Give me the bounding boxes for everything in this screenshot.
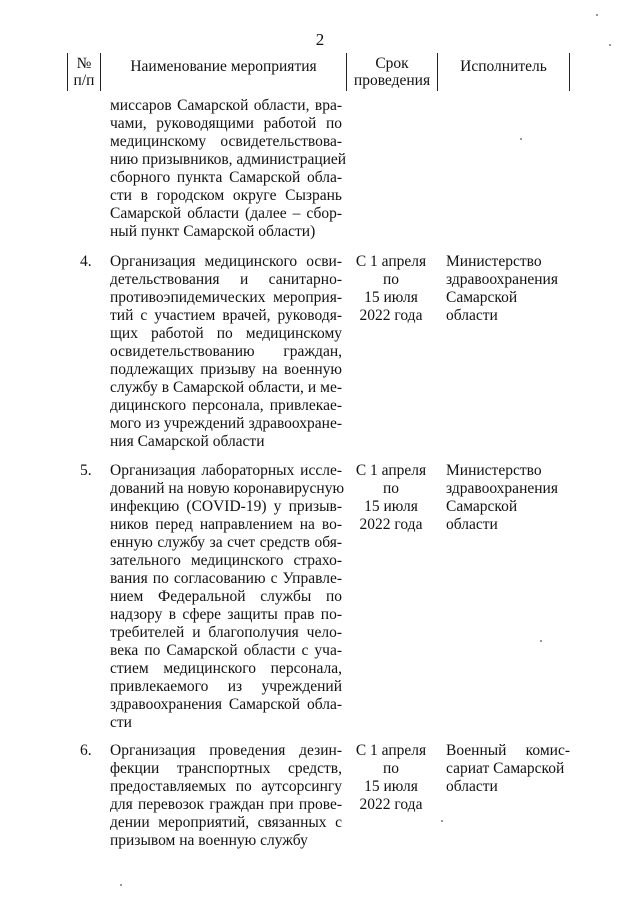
row-period: С 1 апреля по 15 июля 2022 года [355, 253, 427, 324]
page-number: 2 [315, 30, 325, 49]
header-name: Наименование мероприятия [100, 53, 346, 91]
continued-name-text: миссаров Самарской области, вра- чами, руководящими работой по медицинскому освидетельствова- нию призывников, администрацией сборного пункта Самарской обла- сти в городском округе Сызрань Самарской области (далее – сбор- ный пункт Самарской области) [110, 97, 347, 240]
scan-speck [520, 138, 522, 140]
scan-speck [596, 14, 598, 16]
row-name: Организация медицинского осви- детельствования и санитарно- противоэпидемических мероприя- тий с участием врачей, руководя- щих работой по медицинскому освидетельствованию граждан, подлежащих призыву на военную службу в Самарской области, и ме- дицинского персонала, привлекае- мого из учреждений здравоохране- ния Самарской области [110, 253, 342, 450]
scan-speck [540, 640, 542, 642]
header-period-line-2: проведения [353, 72, 431, 89]
header-number [67, 53, 100, 91]
header-period [346, 53, 437, 91]
row-number: 6. [80, 742, 92, 759]
header-number-line-2: п/п [73, 72, 95, 89]
row-number: 4. [80, 253, 92, 270]
header-period-line-1: Срок [375, 55, 409, 72]
header-executor: Исполнитель [437, 53, 570, 91]
row-name: Организация проведения дезин- фекции транспортных средств, предоставляемых по аутсорсингу для перевозок граждан при прове- дении мероприятий, связанных с призывом на военную службу [110, 742, 342, 849]
scan-speck [120, 884, 122, 886]
row-period: С 1 апреля по 15 июля 2022 года [355, 462, 427, 533]
row-name: Организация лабораторных иссле- дований на новую коронавирусную инфекцию (COVID-19) у призыв- ников перед направлением на во- енную службу за счет средств обя- зательного медицинского страхо- вания по согласованию с Управле- нием Федеральной службы по надзору в сфере защиты прав по- требителей и благополучия чело- века по Самарской области с уча- стием медицинского персонала, привлекаемого из учреждений здравоохранения Самарской обла- сти [110, 462, 345, 731]
row-executor: Министерство здравоохранения Самарской области [446, 253, 558, 324]
scan-speck [609, 44, 611, 46]
row-executor: Военный комис- сариат Самарской области [446, 742, 570, 795]
row-period: С 1 апреля по 15 июля 2022 года [355, 742, 427, 813]
row-executor: Министерство здравоохранения Самарской области [446, 462, 558, 533]
scan-speck [441, 820, 443, 822]
header-number-line-1: № [76, 55, 92, 72]
row-number: 5. [80, 462, 92, 479]
